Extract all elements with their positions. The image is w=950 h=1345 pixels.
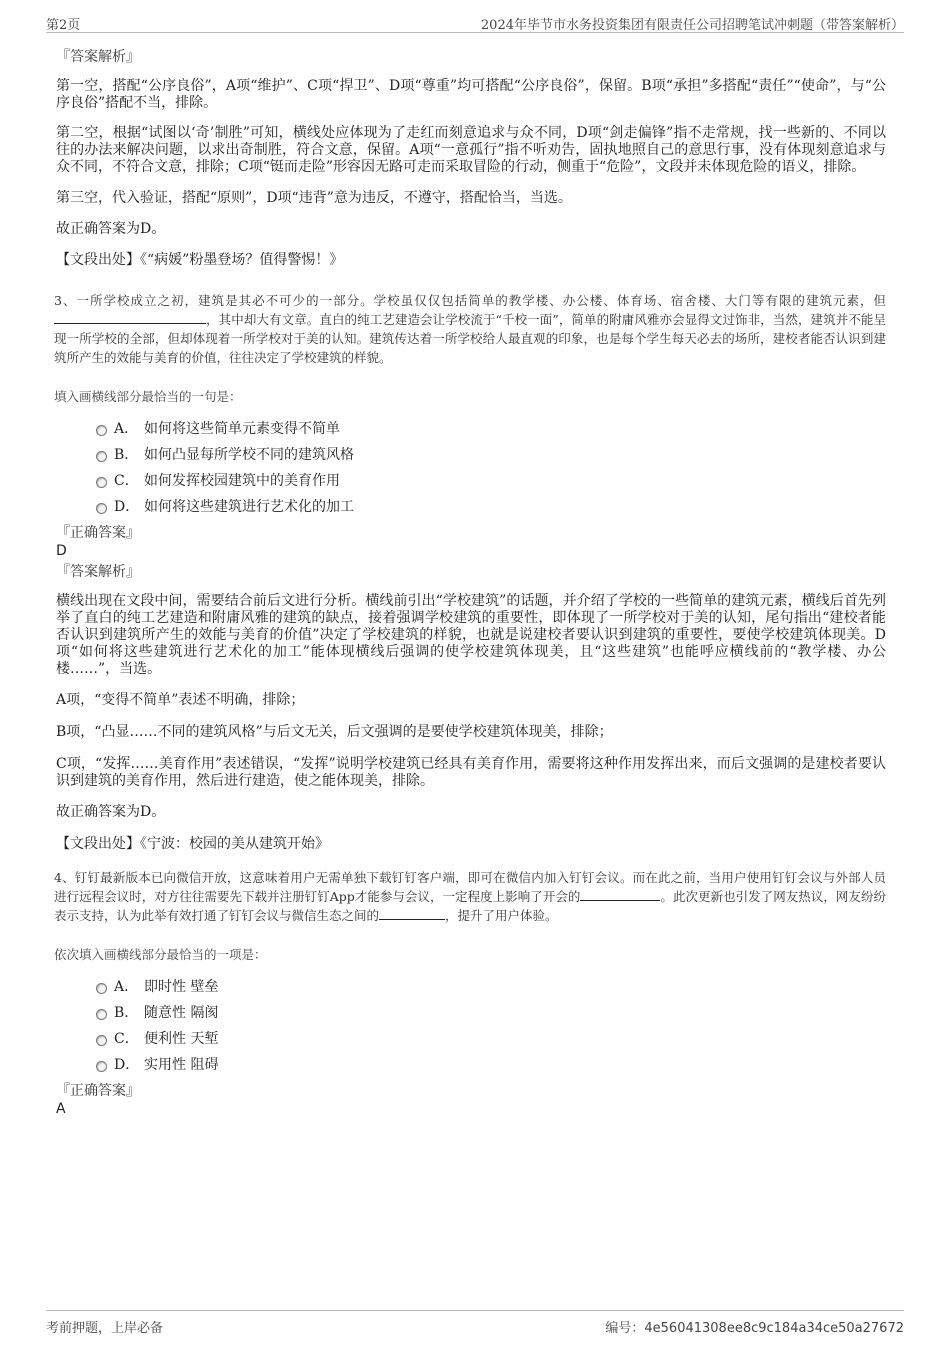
q3-analysis-a: A项，“变得不简单”表述不明确，排除； — [56, 692, 305, 708]
q4-options — [56, 974, 886, 1078]
footer-slogan: 考前押题，上岸必备 — [46, 1321, 164, 1336]
q4-option-d[interactable]: D． 实用性 阻碍 — [56, 1052, 886, 1078]
q4-stem — [54, 868, 886, 925]
q4-option-b[interactable]: B． 随意性 隔阂 — [56, 1000, 886, 1026]
footer-code-value: 4e56041308ee8c9c184a34ce50a27672 — [644, 1321, 904, 1336]
q3-stem-part2: ，其中却大有文章。直白的纯工艺建造会让学校流于“千校一面”，简单的附庸风雅亦会显得文过饰非，当然，建筑并不能呈现一所学校的全部，但却体现着一所学校对于美的认知。建筑传达着一所学校给人最直观的印象，也是每个学生每天必去的场所，建校者能否认识到建筑所产生的效能与美育的价值，往往决定了学校建筑的样貌。 — [54, 312, 886, 365]
q2-analysis-p1: 第一空，搭配“公序良俗”，A项“维护”、C项“捍卫”、D项“尊重”均可搭配“公序良俗”，保留。B项“承担”多搭配“责任”“使命”，与“公序良俗”搭配不当，排除。 — [56, 78, 886, 111]
q3-option-a[interactable]: A． 如何将这些简单元素变得不简单 — [56, 416, 886, 442]
q4-stem-part1: 4、钉钉最新版本已向微信开放，这意味着用户无需单独下载钉钉客户端，即可在微信内加入钉钉会议。而在此之前，当用户使用钉钉会议与外部人员进行远程会议时，对方往往需要先下载并注册钉钉App才能参与会议，一定程度上影响了开会的 — [54, 870, 886, 904]
radio-icon[interactable] — [96, 1035, 107, 1046]
q4-answer-label: 『正确答案』 — [56, 1083, 140, 1099]
q3-options — [56, 416, 886, 520]
q3-answer: D — [56, 543, 67, 559]
q3-analysis-b: B项，“凸显……不同的建筑风格”与后文无关，后文强调的是要使学校建筑体现美，排除； — [56, 724, 613, 740]
q3-prompt: 填入画横线部分最恰当的一句是： — [54, 389, 242, 404]
footer-code-label: 编号： — [605, 1321, 645, 1336]
q4-option-a[interactable]: A． 即时性 壁垒 — [56, 974, 886, 1000]
q4-blank-2 — [379, 907, 445, 920]
q2-analysis-p3: 第三空，代入验证，搭配“原则”，D项“违背”意为违反，不遵守，搭配恰当，当选。 — [56, 190, 572, 206]
radio-icon[interactable] — [96, 425, 107, 436]
q3-analysis-p1: 横线出现在文段中间，需要结合前后文进行分析。横线前引出“学校建筑”的话题，并介绍了学校的一些简单的建筑元素，横线后首先列举了直白的纯工艺建造和附庸风雅的建筑的缺点，接着强调学校建筑的重要性，即体现了一所学校对于美的认知，尾句指出“建校者能否认识到建筑所产生的效能与美育的价值”决定了学校建筑的样貌，也就是说建校者要认识到建筑的重要性，要使学校建筑体现美。D项“如何将这些建筑进行艺术化的加工”能体现横线后强调的使学校建筑体现美，且“这些建筑”也能呼应横线前的“教学楼、办公楼……”，当选。 — [56, 593, 886, 677]
radio-icon[interactable] — [96, 451, 107, 462]
q4-option-c[interactable]: C． 便利性 天堑 — [56, 1026, 886, 1052]
q3-option-c[interactable]: C． 如何发挥校园建筑中的美育作用 — [56, 468, 886, 494]
footer-code — [605, 1317, 904, 1336]
q2-conclusion: 故正确答案为D。 — [56, 221, 166, 237]
q4-prompt: 依次填入画横线部分最恰当的一项是： — [54, 947, 267, 962]
q3-analysis-c: C项，“发挥……美育作用”表述错误，“发挥”说明学校建筑已经具有美育作用，需要将这种作用发挥出来，而后文强调的是建校者要认识到建筑的美育作用，然后进行建造，使之能体现美，排除。 — [56, 756, 886, 789]
q3-option-b[interactable]: B． 如何凸显每所学校不同的建筑风格 — [56, 442, 886, 468]
document-title: 2024年毕节市水务投资集团有限责任公司招聘笔试冲刺题（带答案解析） — [480, 18, 904, 33]
q3-option-d[interactable]: D． 如何将这些建筑进行艺术化的加工 — [56, 494, 886, 520]
q4-stem-part3: ，提升了用户体验。 — [445, 908, 558, 923]
q3-conclusion: 故正确答案为D。 — [56, 804, 166, 820]
page-header — [46, 14, 904, 33]
radio-icon[interactable] — [96, 1061, 107, 1072]
radio-icon[interactable] — [96, 1009, 107, 1020]
q4-stem-part2: 。此次更新也引发了网友热议，网友纷纷表示支持，认为此举有效打通了钉钉会议与微信生态之间的 — [54, 889, 886, 923]
q3-analysis-label: 『答案解析』 — [56, 564, 140, 580]
page-number: 第2页 — [46, 18, 81, 33]
q3-source: 【文段出处】《宁波：校园的美从建筑开始》 — [56, 836, 329, 852]
q4-answer: A — [56, 1101, 66, 1117]
q3-stem — [54, 291, 886, 367]
page-content — [56, 48, 886, 1118]
q3-blank — [54, 311, 206, 324]
q3-answer-label: 『正确答案』 — [56, 525, 140, 541]
q3-stem-part1: 3、一所学校成立之初，建筑是其必不可少的一部分。学校虽仅仅包括简单的教学楼、办公楼、体育场、宿舍楼、大门等有限的建筑元素，但 — [54, 293, 886, 308]
q2-source: 【文段出处】《“病媛”粉墨登场？值得警惕！》 — [56, 252, 344, 268]
page-footer — [46, 1310, 904, 1336]
radio-icon[interactable] — [96, 503, 107, 514]
q4-blank-1 — [580, 888, 660, 901]
radio-icon[interactable] — [96, 477, 107, 488]
radio-icon[interactable] — [96, 983, 107, 994]
q2-analysis-p2: 第二空，根据“试图以‘奇’制胜”可知，横线处应体现为了走红而刻意追求与众不同，D项“剑走偏锋”指不走常规，找一些新的、不同以往的办法来解决问题，以求出奇制胜，符合文意，保留。A项“一意孤行”指不听劝告，固执地照自己的意思行事，没有体现刻意追求与众不同，不符合文意，排除；C项“铤而走险”形容因无路可走而采取冒险的行动，侧重于“危险”，文段并未体现危险的语义，排除。 — [56, 125, 886, 175]
q2-analysis-label: 『答案解析』 — [56, 49, 140, 65]
